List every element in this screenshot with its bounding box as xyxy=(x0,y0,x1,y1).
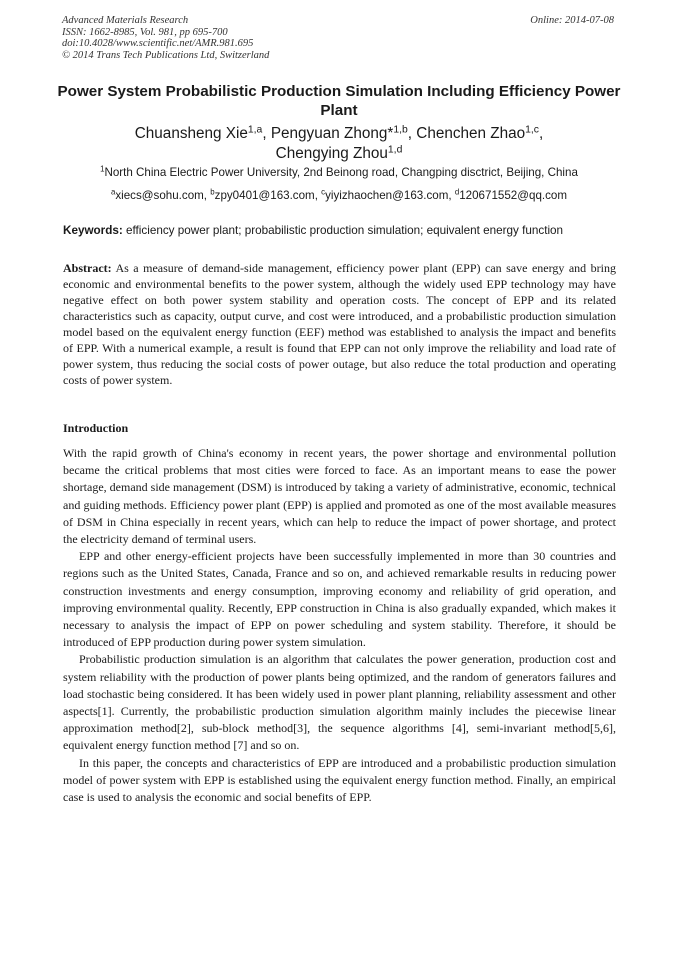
author-affil-mark: 1,a xyxy=(247,124,263,136)
author-affil-mark: 1,d xyxy=(387,143,403,155)
email-address[interactable]: yiyizhaochen@163.com, xyxy=(325,189,455,202)
journal-issn: ISSN: 1662-8985, Vol. 981, pp 695-700 xyxy=(62,26,228,38)
author-affil-mark: 1,b xyxy=(393,124,408,136)
affiliation-mark: 1 xyxy=(100,164,105,174)
email-address[interactable]: 120671552@qq.com xyxy=(459,189,568,202)
author-name: Chuansheng Xie xyxy=(134,125,248,142)
body-paragraph: In this paper, the concepts and characteristics of EPP are introduced and a probabilistic production simulation model of power system with EPP is established using the equivalent energy function method. Finally, an empirical case is used to analysis the economic and social benefits of EPP. xyxy=(63,755,616,805)
email-address[interactable]: xiecs@sohu.com, xyxy=(115,189,211,202)
keywords-label: Keywords: xyxy=(63,224,123,237)
email-mark: d xyxy=(454,187,460,197)
journal-name: Advanced Materials Research xyxy=(62,15,189,26)
author-separator: , xyxy=(262,125,271,142)
body-paragraph: Probabilistic production simulation is an algorithm that calculates the power generation, production cost and system reliability with the production of power plants being optimized, and the random of generators failures and load stochastic being considered. It has been widely used in power plant planning, reliability assessment and other aspects[1]. Currently, the probabilistic production simulation algorithm mainly includes the piecewise linear approximation method[2], sub-block method[3], the sequence algorithms [4], semi-invariant method[5,6], equivalent energy function method [7] and so on. xyxy=(63,652,616,753)
affiliation xyxy=(30,166,648,179)
journal-header xyxy=(62,15,269,61)
author-name: Chenchen Zhao xyxy=(416,125,526,142)
author-list xyxy=(40,124,638,163)
author-name: Chengying Zhou xyxy=(275,144,388,162)
email-mark: a xyxy=(110,187,116,197)
introduction-body xyxy=(63,445,616,806)
author-emails xyxy=(30,189,648,202)
email-mark: c xyxy=(321,187,326,197)
body-paragraph: With the rapid growth of China's economy in recent years, the power shortage and environmental pollution became the critical problems that most cities were forced to face. As an important means to ease the power shortage, demand side management (DSM) is introduced by taking a variety of administrative, economic, technical and guiding methods. Efficiency power plant (EPP) is applied and promoted as one of the most available measures of DSM in China especially in recent years, which can help to reduce the impact of power shortage, and protect the electricity demand of terminal users. xyxy=(63,446,616,547)
author-separator: , xyxy=(407,125,417,142)
email-address[interactable]: zpy0401@163.com, xyxy=(214,189,322,202)
affiliation-text: North China Electric Power University, 2nd Beinong road, Changping disctrict, Beijing, China xyxy=(104,166,578,179)
abstract-label: Abstract: xyxy=(63,261,112,275)
section-heading-introduction: Introduction xyxy=(63,421,129,435)
author-separator: , xyxy=(539,125,544,142)
email-mark: b xyxy=(210,187,215,197)
abstract-text: As a measure of demand-side management, efficiency power plant (EPP) can save energy and bring economic and environmental benefits to the power system, although the widely used EPP technology may have negative effect on both power system stability and operation costs. The concept of EPP and its related characteristics such as capacity, output curve, and cost were introduced, and a probabilistic production simulation model based on the equivalent energy function (EEF) method was established to analysis the impact and benefits of EPP. With a numerical example, a result is found that EPP can not only improve the reliability and load rate of power system, thus reducing the social costs of power outage, but also reduce the total production and operating costs of power system. xyxy=(63,261,616,387)
body-paragraph: EPP and other energy-efficient projects have been successfully implemented in more than 30 countries and regions such as the United States, Canada, France and so on, and achieved remarkable results in reducing power construction investments and energy consumption, improving economy and reliability of grid operation, and improving environmental quality. Recently, EPP construction in China is also gradually expanded, which makes it necessary to analysis the impact of EPP on power scheduling and system stability. Therefore, it should be introduced of EPP production during power system simulation. xyxy=(63,549,616,650)
keywords-text: efficiency power plant; probabilistic production simulation; equivalent energy function xyxy=(126,224,564,237)
online-date: Online: 2014-07-08 xyxy=(530,15,614,26)
abstract xyxy=(63,260,616,388)
author-affil-mark: 1,c xyxy=(525,124,539,136)
keywords xyxy=(63,224,623,237)
journal-doi[interactable]: doi:10.4028/www.scientific.net/AMR.981.695 xyxy=(62,38,254,50)
paper-title: Power System Probabilistic Production Simulation Including Efficiency Power Plant xyxy=(57,83,621,119)
journal-copyright: © 2014 Trans Tech Publications Ltd, Switzerland xyxy=(62,49,270,61)
author-name: Pengyuan Zhong* xyxy=(270,125,394,142)
